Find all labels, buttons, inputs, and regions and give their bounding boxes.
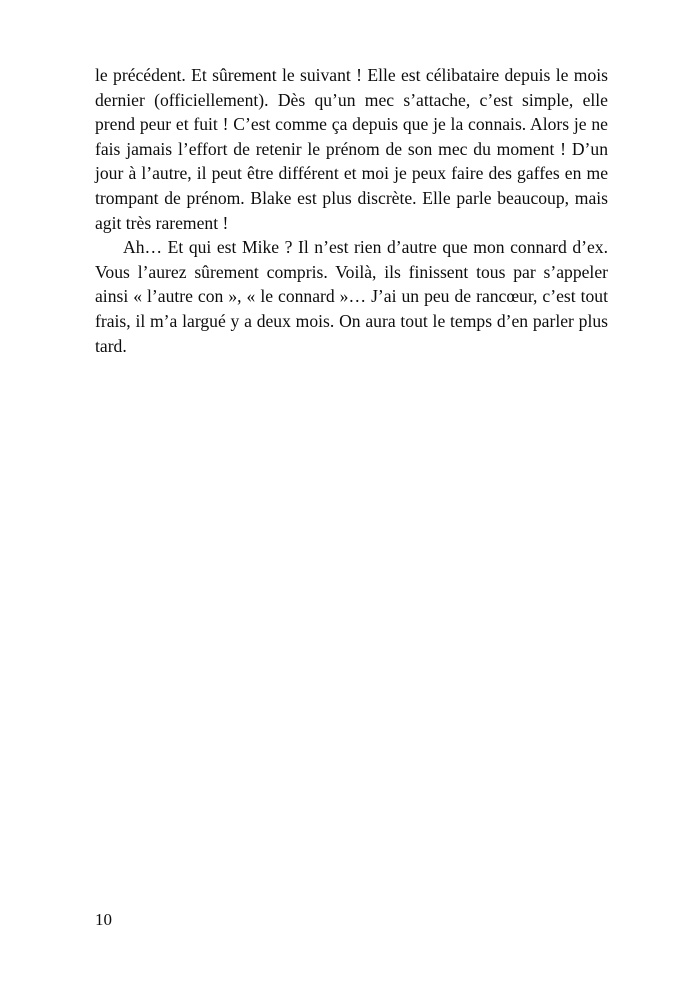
paragraph-indented: Ah… Et qui est Mike ? Il n’est rien d’autre que mon connard d’ex. Vous l’aurez sûrement compris. Voilà, ils finissent tous par s’appeler ainsi « l’autre con », « le connard »… J’ai un peu de rancœur, c’est tout frais, il m’a largué y a deux mois. On aura tout le temps d’en parler plus tard. bbox=[95, 237, 608, 356]
page-number: 10 bbox=[95, 910, 112, 929]
paragraph-continuation: le précédent. Et sûrement le suivant ! Elle est célibataire depuis le mois dernier (officiellement). Dès qu’un mec s’attache, c’est simple, elle prend peur et fuit ! C’est comme ça depuis que je la connais. Alors je ne fais jamais l’effort de retenir le prénom de son mec du moment ! D’un jour à l’autre, il peut être différent et moi je peux faire des gaffes en me trompant de prénom. Blake est plus discrète. Elle parle beaucoup, mais agit très rarement ! bbox=[95, 65, 608, 233]
page-text-block bbox=[95, 63, 608, 358]
